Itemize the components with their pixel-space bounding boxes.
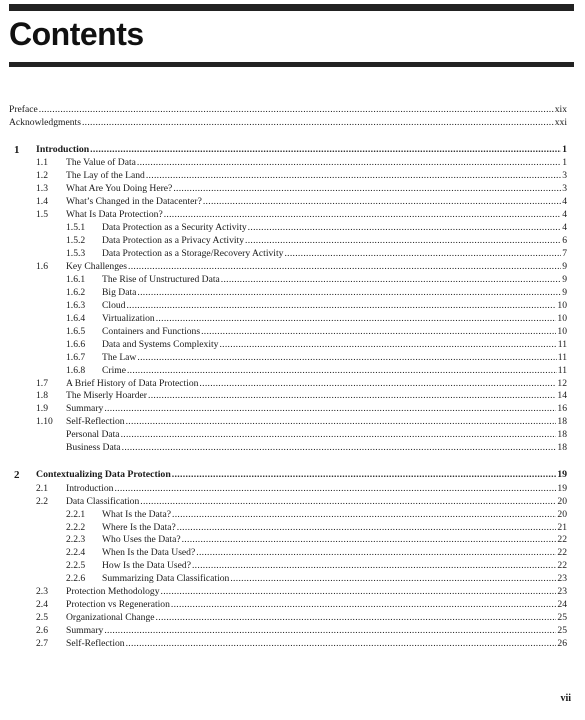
dot-leader: [126, 638, 557, 650]
toc-entry-title: Where Is the Data?: [102, 521, 176, 533]
toc-entry-page: 6: [562, 235, 567, 247]
dot-leader: [284, 248, 561, 260]
toc-entry-page: 26: [557, 638, 567, 650]
toc-entry-page: 10: [557, 299, 567, 311]
toc-entry-number: 2.2.4: [66, 547, 86, 559]
toc-entry-page: 11: [557, 364, 567, 376]
toc-entry-number: 2.4: [36, 599, 48, 611]
toc-entry[interactable]: [66, 221, 567, 234]
toc-entry-title: The Miserly Hoarder: [66, 390, 147, 402]
toc-entry-title: What Is the Data?: [102, 508, 171, 520]
toc-entry-number: 1.6.6: [66, 338, 86, 350]
toc-entry[interactable]: [66, 273, 567, 286]
toc-entry-page: 21: [557, 521, 567, 533]
toc-entry-number: 1.5.3: [66, 248, 86, 259]
toc-entry-page: 3: [562, 170, 567, 182]
toc-entry-page: 1: [562, 157, 567, 169]
toc-entry[interactable]: [66, 508, 567, 521]
toc-entry-number: 2.7: [36, 638, 48, 650]
toc-entry-page: 20: [557, 495, 567, 507]
toc-entry-title: Data Protection as a Security Activity: [102, 222, 247, 234]
toc-entry-page: 18: [557, 442, 567, 454]
dot-leader: [221, 274, 561, 286]
toc-entry-number: 2.3: [36, 586, 48, 598]
toc-entry-number: 1.2: [36, 170, 48, 182]
dot-leader: [104, 403, 556, 415]
toc-entry-title: The Law: [102, 351, 137, 363]
dot-leader: [137, 157, 561, 169]
toc-entry-page: 3: [562, 183, 567, 195]
dot-leader: [201, 326, 556, 338]
dot-leader: [146, 170, 561, 182]
dot-leader: [230, 573, 556, 585]
toc-entry[interactable]: [36, 195, 567, 208]
toc-entry-title: Business Data: [66, 442, 121, 454]
toc-entry[interactable]: [66, 338, 567, 351]
toc-entry-number: 2.2: [36, 495, 48, 507]
toc-entry-title: Acknowledgments: [9, 116, 81, 128]
toc-entry-title: What Is Data Protection?: [66, 209, 163, 221]
toc-entry-title: Data Protection as a Storage/Recovery Activity: [102, 248, 284, 259]
toc-entry-title: Crime: [102, 364, 126, 376]
toc-entry-title: Introduction: [36, 143, 90, 155]
toc-entry-number: 1.6.1: [66, 273, 86, 285]
toc-entry[interactable]: [66, 364, 567, 377]
toc-entry-number: 1.9: [36, 403, 48, 415]
toc-entry[interactable]: [66, 325, 567, 338]
toc-entry[interactable]: [36, 637, 567, 650]
dot-leader: [172, 509, 556, 521]
dot-leader: [148, 390, 556, 402]
toc-entry[interactable]: [14, 143, 567, 156]
toc-entry-page: 4: [562, 196, 567, 208]
toc-entry-title: Cloud: [102, 299, 126, 311]
toc-entry[interactable]: [36, 598, 567, 611]
toc-entry-number: 1.6.8: [66, 364, 86, 376]
toc-entry[interactable]: [66, 546, 567, 559]
toc-entry[interactable]: [66, 441, 567, 454]
dot-leader: [182, 534, 557, 546]
toc-entry[interactable]: [9, 103, 567, 116]
dot-leader: [126, 416, 557, 428]
toc-entry-page: 19: [557, 469, 567, 481]
toc-entry-number: 2: [14, 469, 20, 482]
toc-entry-number: 2.2.1: [66, 508, 86, 520]
toc-entry-title: Key Challenges: [66, 260, 128, 272]
toc-entry-title: How Is the Data Used?: [102, 560, 191, 572]
toc-entry-number: 1.3: [36, 183, 48, 195]
toc-entry-page: 16: [557, 403, 567, 415]
toc-entry[interactable]: [36, 482, 567, 495]
dot-leader: [219, 339, 556, 351]
toc-entry-title: Self-Reflection: [66, 638, 125, 650]
dot-leader: [245, 235, 561, 247]
toc-entry-title: Summary: [66, 403, 104, 415]
dot-leader: [104, 625, 556, 637]
toc-entry[interactable]: [36, 377, 567, 390]
toc-entry-number: 1: [14, 143, 20, 156]
dot-leader: [156, 313, 557, 325]
toc-entry-title: Introduction: [66, 482, 114, 494]
toc-entry-title: Organizational Change: [66, 612, 155, 624]
toc-entry-number: 1.7: [36, 377, 48, 389]
dot-leader: [127, 365, 557, 377]
toc-entry-number: 1.10: [36, 416, 53, 428]
dot-leader: [248, 222, 562, 234]
toc-entry[interactable]: [66, 351, 567, 364]
dot-leader: [203, 196, 561, 208]
toc-entry-page: 9: [562, 273, 567, 285]
dot-leader: [128, 261, 561, 273]
toc-entry[interactable]: [36, 402, 567, 415]
toc-entry-number: 1.8: [36, 390, 48, 402]
toc-entry[interactable]: [66, 428, 567, 441]
toc-entry-title: Containers and Functions: [102, 325, 201, 337]
toc-entry-page: 9: [562, 260, 567, 272]
toc-entry-number: 1.5: [36, 209, 48, 221]
toc-entry-title: Virtualization: [102, 312, 155, 324]
toc-entry-title: Personal Data: [66, 429, 120, 441]
dot-leader: [82, 117, 554, 129]
toc-entry-number: 1.6.5: [66, 325, 86, 337]
dot-leader: [122, 442, 557, 454]
toc-entry-number: 2.5: [36, 612, 48, 624]
toc-entry-number: 2.2.6: [66, 573, 86, 585]
toc-entry-page: 24: [557, 599, 567, 611]
toc-entry[interactable]: [66, 286, 567, 299]
toc-entry-page: 7: [562, 248, 567, 259]
toc-entry-page: 22: [557, 534, 567, 546]
toc-entry-page: 4: [562, 222, 567, 234]
dot-leader: [161, 586, 557, 598]
toc-entry[interactable]: [36, 495, 567, 508]
toc-entry-page: 9: [562, 286, 567, 298]
top-rule: [9, 4, 574, 11]
toc-entry-title: The Value of Data: [66, 157, 136, 169]
toc-entry[interactable]: [66, 572, 567, 585]
toc-entry[interactable]: [36, 156, 567, 169]
toc-entry-page: 10: [557, 312, 567, 324]
toc-entry-page: 25: [557, 612, 567, 624]
toc-entry[interactable]: [66, 533, 567, 546]
toc-entry-number: 1.6.3: [66, 299, 86, 311]
toc-entry-title: Summary: [66, 625, 104, 637]
toc-entry-number: 1.6.2: [66, 286, 86, 298]
toc-entry[interactable]: [9, 116, 567, 129]
toc-entry-title: When Is the Data Used?: [102, 547, 196, 559]
toc-entry-title: Data Classification: [66, 495, 140, 507]
toc-entry-title: Protection vs Regeneration: [66, 599, 170, 611]
toc-entry-page: 18: [557, 416, 567, 428]
toc-entry[interactable]: [36, 611, 567, 624]
dot-leader: [121, 429, 557, 441]
toc-entry-number: 2.1: [36, 482, 48, 494]
dot-leader: [114, 483, 556, 495]
page-title: Contents: [9, 16, 144, 52]
toc-entry-title: Data Protection as a Privacy Activity: [102, 235, 245, 247]
page-number: vii: [560, 693, 571, 704]
toc-entry-title: Who Uses the Data?: [102, 534, 181, 546]
toc-entry-title: Data and Systems Complexity: [102, 338, 219, 350]
toc-entry-number: 1.6.7: [66, 351, 86, 363]
toc-entry[interactable]: [36, 389, 567, 402]
toc-entry-page: 22: [557, 560, 567, 572]
toc-entry[interactable]: [66, 234, 567, 247]
toc-entry-title: Preface: [9, 104, 38, 115]
toc-entry[interactable]: [14, 468, 567, 481]
toc-entry-number: 1.6: [36, 260, 48, 272]
dot-leader: [192, 560, 556, 572]
toc-entry-title: The Lay of the Land: [66, 170, 145, 182]
toc-entry[interactable]: [36, 585, 567, 598]
toc-entry-page: 19: [557, 482, 567, 494]
toc-entry-number: 2.2.5: [66, 560, 86, 572]
toc-entry-title: Summarizing Data Classification: [102, 573, 230, 585]
toc-entry-number: 1.4: [36, 196, 48, 208]
toc-entry-page: 1: [562, 143, 567, 155]
dot-leader: [140, 496, 556, 508]
dot-leader: [173, 183, 561, 195]
toc-entry[interactable]: [36, 415, 567, 428]
toc-entry-page: 10: [557, 325, 567, 337]
dot-leader: [164, 209, 562, 221]
toc-entry-page: 23: [557, 586, 567, 598]
dot-leader: [196, 547, 556, 559]
toc-entry-page: xix: [554, 104, 567, 115]
dot-leader: [199, 378, 556, 390]
toc-entry-title: Self-Reflection: [66, 416, 125, 428]
toc-entry-title: Contextualizing Data Protection: [36, 469, 171, 481]
dot-leader: [177, 522, 557, 534]
dot-leader: [39, 104, 554, 116]
dot-leader: [172, 469, 556, 481]
title-underline: [9, 62, 574, 67]
toc-entry-page: 22: [557, 547, 567, 559]
toc-entry[interactable]: [36, 169, 567, 182]
toc-entry-number: 2.2.3: [66, 534, 86, 546]
toc-entry-page: xxi: [554, 116, 567, 128]
toc-entry-page: 12: [557, 377, 567, 389]
toc-entry-number: 1.1: [36, 157, 48, 169]
toc-entry[interactable]: [36, 208, 567, 221]
toc-entry-page: 14: [557, 390, 567, 402]
dot-leader: [126, 300, 556, 312]
toc-entry[interactable]: [36, 260, 567, 273]
dot-leader: [137, 287, 561, 299]
toc-entry-page: 18: [557, 429, 567, 441]
toc-entry[interactable]: [66, 521, 567, 534]
toc-entry[interactable]: [66, 312, 567, 325]
toc-entry-page: 11: [557, 338, 567, 350]
toc-entry[interactable]: [66, 247, 567, 260]
toc-entry-title: A Brief History of Data Protection: [66, 377, 199, 389]
toc-entry-title: What’s Changed in the Datacenter?: [66, 196, 202, 208]
toc-entry-title: Protection Methodology: [66, 586, 160, 598]
toc-entry[interactable]: [66, 299, 567, 312]
toc-entry-number: 1.6.4: [66, 312, 86, 324]
toc-entry-title: What Are You Doing Here?: [66, 183, 173, 195]
dot-leader: [156, 612, 557, 624]
toc-entry-page: 23: [557, 573, 567, 585]
toc-entry[interactable]: [36, 624, 567, 637]
toc-entry-number: 2.6: [36, 625, 48, 637]
toc-entry-title: The Rise of Unstructured Data: [102, 273, 220, 285]
toc-entry-page: 25: [557, 625, 567, 637]
toc-entry-page: 11: [557, 351, 567, 363]
dot-leader: [171, 599, 557, 611]
toc-entry-page: 20: [557, 508, 567, 520]
dot-leader: [137, 352, 556, 364]
toc-entry[interactable]: [36, 182, 567, 195]
toc-entry-number: 1.5.1: [66, 222, 86, 234]
toc-entry-page: 4: [562, 209, 567, 221]
toc-entry-title: Big Data: [102, 286, 137, 298]
toc-entry[interactable]: [66, 559, 567, 572]
toc-entry-number: 1.5.2: [66, 235, 86, 247]
dot-leader: [90, 144, 561, 156]
toc-entry-number: 2.2.2: [66, 521, 86, 533]
